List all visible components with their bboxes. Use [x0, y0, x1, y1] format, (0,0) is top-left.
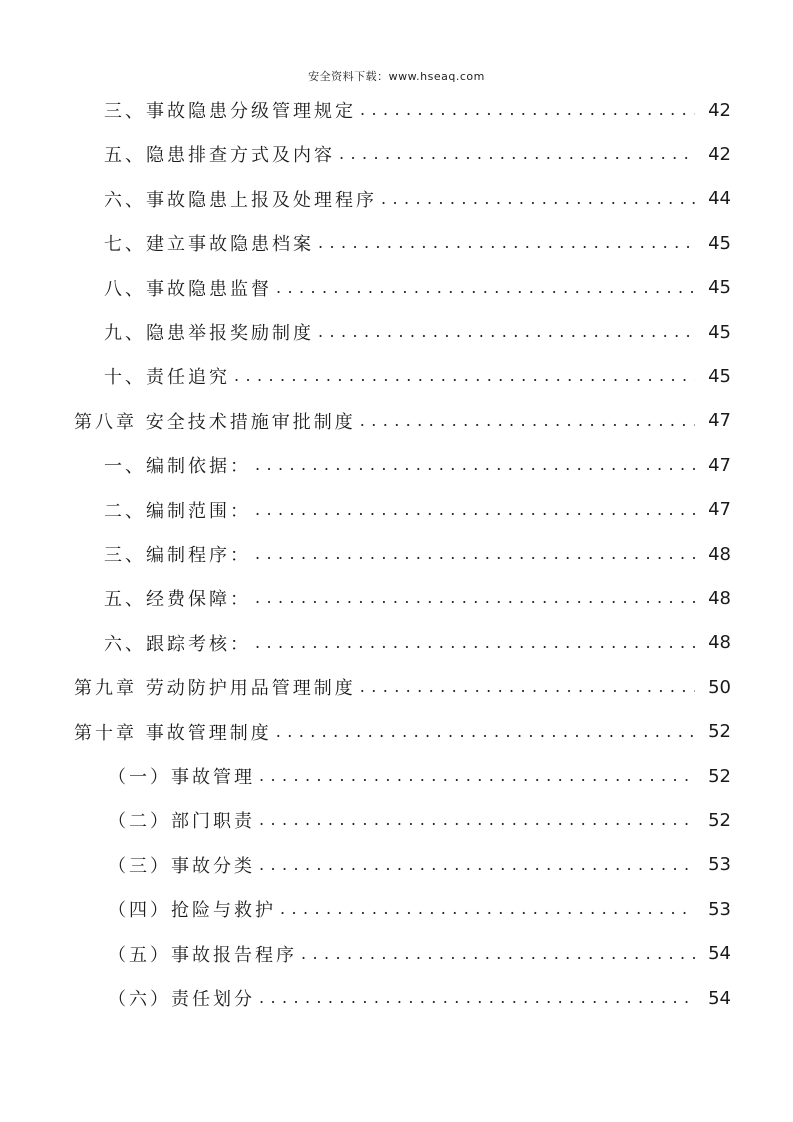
toc-dot-leader — [259, 754, 695, 798]
toc-entry-page-number: 48 — [708, 543, 731, 565]
toc-dot-leader — [360, 665, 695, 709]
toc-entry[interactable] — [104, 266, 731, 310]
toc-dot-leader — [280, 887, 695, 931]
toc-entry-page-number: 47 — [708, 410, 731, 432]
toc-entry[interactable] — [104, 132, 731, 176]
toc-entry-page-number: 48 — [708, 587, 731, 609]
toc-entry[interactable] — [108, 932, 731, 976]
toc-entry[interactable] — [104, 576, 731, 620]
toc-entry-page-number: 45 — [708, 232, 731, 254]
toc-entry[interactable] — [104, 221, 731, 265]
toc-entry[interactable] — [104, 310, 731, 354]
toc-entry[interactable] — [108, 843, 731, 887]
toc-entry-title: 五、经费保障： — [104, 589, 251, 611]
toc-entry-page-number: 54 — [708, 987, 731, 1009]
toc-entry-page-number: 42 — [708, 99, 731, 121]
toc-dot-leader — [259, 843, 695, 887]
toc-entry-title: 十、责任追究 — [104, 367, 230, 389]
toc-entry[interactable] — [108, 976, 731, 1020]
toc-entry-page-number: 53 — [708, 898, 731, 920]
toc-entry-page-number: 54 — [708, 943, 731, 965]
toc-entry-page-number: 42 — [708, 143, 731, 165]
toc-entry-title: 第十章 事故管理制度 — [74, 722, 272, 744]
toc-entry[interactable] — [104, 621, 731, 665]
toc-dot-leader — [360, 88, 695, 132]
toc-entry-title: 二、编制范围： — [104, 500, 251, 522]
page-header: 安全资料下载：www.hseaq.com — [308, 70, 485, 83]
toc-entry-page-number: 45 — [708, 365, 731, 387]
toc-entry-page-number: 52 — [708, 809, 731, 831]
toc-entry-title: 三、编制程序： — [104, 545, 251, 566]
toc-entry-page-number: 52 — [708, 721, 731, 743]
toc-entry[interactable] — [74, 665, 731, 709]
toc-entry[interactable] — [104, 177, 731, 221]
toc-entry-page-number: 53 — [708, 854, 731, 876]
toc-entry-page-number: 52 — [708, 765, 731, 787]
toc-dot-leader — [339, 132, 695, 176]
toc-entry-title: 六、跟踪考核： — [104, 633, 251, 655]
toc-entry-title: （六）责任划分 — [108, 989, 255, 1010]
toc-dot-leader — [234, 354, 695, 398]
toc-entry[interactable] — [104, 354, 731, 398]
toc-entry[interactable] — [108, 887, 731, 931]
toc-entry-title: （四）抢险与救护 — [108, 900, 276, 922]
toc-entry-title: 三、事故隐患分级管理规定 — [104, 101, 356, 122]
toc-entry-page-number: 45 — [708, 321, 731, 343]
toc-dot-leader — [255, 621, 695, 665]
toc-entry-title: 七、建立事故隐患档案 — [104, 234, 314, 256]
toc-entry-page-number: 47 — [708, 499, 731, 521]
toc-entry[interactable] — [108, 754, 731, 798]
toc-dot-leader — [381, 177, 695, 221]
toc-entry-title: （三）事故分类 — [108, 855, 255, 877]
toc-entry-title: （二）部门职责 — [108, 811, 255, 833]
toc-entry-title: 六、事故隐患上报及处理程序 — [104, 189, 377, 211]
toc-dot-leader — [318, 310, 695, 354]
toc-entry-title: 五、隐患排查方式及内容 — [104, 145, 335, 167]
toc-dot-leader — [276, 266, 695, 310]
toc-dot-leader — [259, 798, 695, 842]
toc-entry[interactable] — [104, 488, 731, 532]
toc-entry-title: 第九章 劳动防护用品管理制度 — [74, 678, 356, 700]
toc-entry-page-number: 48 — [708, 632, 731, 654]
toc-entry-page-number: 50 — [708, 676, 731, 698]
toc-dot-leader — [360, 399, 695, 443]
toc-entry-title: 第八章 安全技术措施审批制度 — [74, 411, 356, 433]
toc-entry-page-number: 45 — [708, 277, 731, 299]
toc-dot-leader — [255, 532, 695, 576]
toc-entry[interactable] — [104, 88, 731, 132]
toc-entry-title: （五）事故报告程序 — [108, 944, 297, 966]
toc-dot-leader — [255, 576, 695, 620]
toc-entry-title: 一、编制依据： — [104, 456, 251, 478]
toc-entry[interactable] — [104, 443, 731, 487]
toc-entry-title: （一）事故管理 — [108, 767, 255, 788]
toc-entry-page-number: 44 — [708, 188, 731, 210]
toc-dot-leader — [255, 443, 695, 487]
toc-entry[interactable] — [108, 798, 731, 842]
toc-entry-title: 八、事故隐患监督 — [104, 278, 272, 300]
toc-entry-page-number: 47 — [708, 454, 731, 476]
toc-entry[interactable] — [74, 710, 731, 754]
toc-dot-leader — [259, 976, 695, 1020]
toc-dot-leader — [301, 932, 695, 976]
toc-dot-leader — [318, 221, 695, 265]
toc-entry-title: 九、隐患举报奖励制度 — [104, 323, 314, 344]
toc-entry[interactable] — [74, 399, 731, 443]
toc-dot-leader — [276, 710, 695, 754]
toc-entry[interactable] — [104, 532, 731, 576]
toc-dot-leader — [255, 488, 695, 532]
